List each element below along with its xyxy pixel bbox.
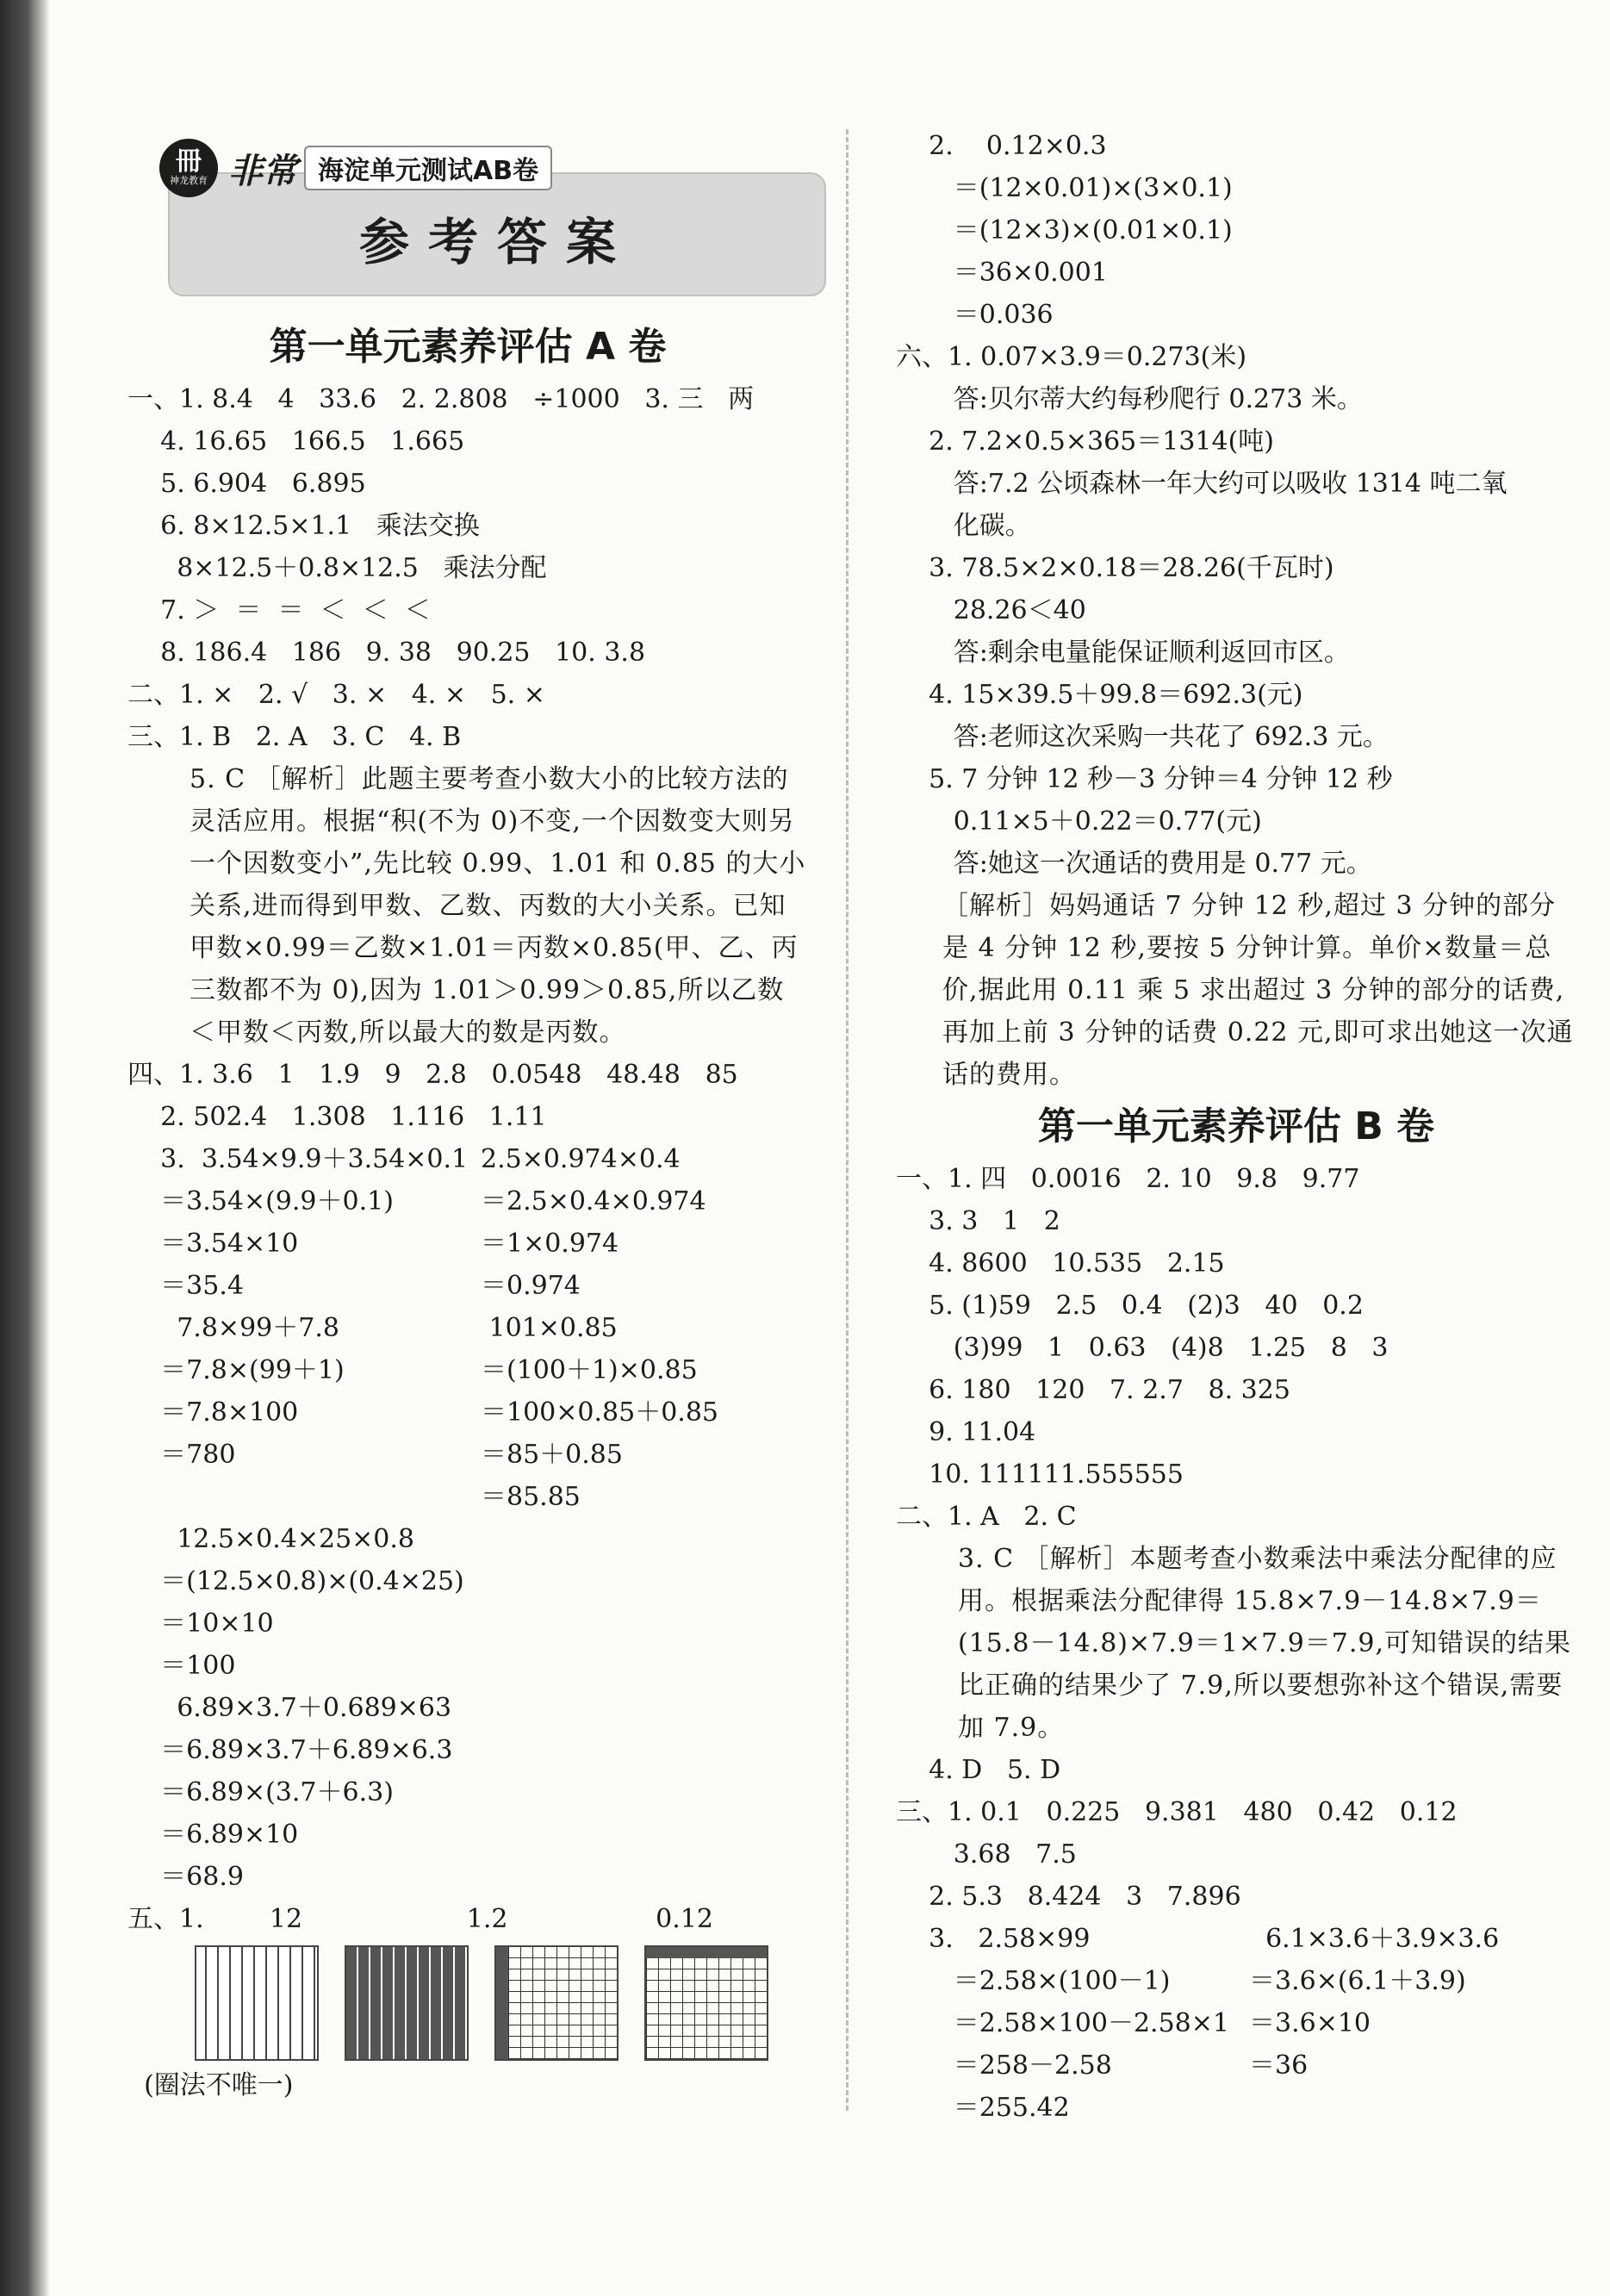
answer-line: ＝0.036 <box>896 300 1054 330</box>
answer-line: ＝36×0.001 <box>896 258 1108 288</box>
answer-line: 2. 7.2×0.5×365＝1314(吨) <box>896 426 1275 457</box>
calc-right: ＝3.6×10 <box>1249 2008 1371 2038</box>
answer-lines-a-cont <box>896 125 1576 885</box>
answer-line: 一、1. 四 0.0016 2. 10 9.8 9.77 <box>896 1164 1360 1194</box>
answer-line: 3. 78.5×2×0.18＝28.26(千瓦时) <box>896 553 1334 583</box>
answer-lines-a <box>127 378 808 758</box>
grid-figure-1-2 <box>345 1945 469 2061</box>
page-title: 参考答案 <box>358 213 635 271</box>
answer-line: 6. 8×12.5×1.1 乘法交换 <box>127 511 480 541</box>
answer-line: 5. 7 分钟 12 秒－3 分钟＝4 分钟 12 秒 <box>896 764 1393 794</box>
calc-right: 101×0.85 <box>481 1313 618 1343</box>
answer-line: ＝(12×3)×(0.01×0.1) <box>896 215 1233 246</box>
calc-pairs-b <box>896 1918 1576 2129</box>
brand-logo-sub: 神龙教育 <box>170 175 208 186</box>
answer-line: 答:剩余电量能保证顺利返回市区。 <box>896 638 1350 668</box>
answer-line: 4. D 5. D <box>896 1755 1061 1785</box>
calc-pairs <box>127 1138 808 1518</box>
answer-line: 8. 186.4 186 9. 38 90.25 10. 3.8 <box>127 638 646 668</box>
answer-line: 5. 6.904 6.895 <box>127 469 366 499</box>
calc-row <box>127 1138 808 1180</box>
calc-left: ＝3.54×10 <box>127 1229 299 1259</box>
answer-line: 28.26＜40 <box>896 595 1086 625</box>
answer-line: 4. 8600 10.535 2.15 <box>896 1248 1225 1279</box>
calc-row <box>127 1349 808 1391</box>
brand-series: 海淀单元测试AB卷 <box>304 146 552 190</box>
calc-right: ＝2.5×0.4×0.974 <box>481 1186 706 1216</box>
calc-left: ＝780 <box>127 1440 236 1470</box>
calc-right: ＝0.974 <box>481 1271 581 1301</box>
answer-line: 答:7.2 公顷森林一年大约可以吸收 1314 吨二氧 <box>896 469 1507 499</box>
answer-line: 8×12.5＋0.8×12.5 乘法分配 <box>127 553 547 583</box>
calc-left: ＝258－2.58 <box>896 2050 1112 2081</box>
calc-left: ＝3.54×(9.9＋0.1) <box>127 1186 394 1216</box>
answer-line: 六、1. 0.07×3.9＝0.273(米) <box>896 342 1247 372</box>
answer-line: 6. 180 120 7. 2.7 8. 325 <box>896 1375 1290 1405</box>
grid-figure-12 <box>195 1945 319 2061</box>
answer-line: 9. 11.04 <box>896 1417 1036 1447</box>
calc-row <box>127 1265 808 1307</box>
analysis-paragraph: 3. C ［解析］本题考查小数乘法中乘法分配律的应用。根据乘法分配律得 15.8×7.9－14.8×7.9＝(15.8－14.8)×7.9＝1×7.9＝7.9,可知错误的结果比正确的结果少了 7.9,所以要想弥补这个错误,需要加 7.9。 <box>958 1544 1572 1743</box>
left-column <box>127 323 808 2106</box>
calc-left: 3. 2.58×99 <box>896 1924 1091 1954</box>
answer-line: 答:老师这次采购一共花了 692.3 元。 <box>896 722 1389 752</box>
calc-left <box>127 1476 481 1518</box>
calc-right: ＝36 <box>1249 2050 1309 2081</box>
calc-row <box>127 1307 808 1349</box>
calc-left: 7.8×99＋7.8 <box>127 1313 339 1343</box>
calc-row <box>127 1476 808 1518</box>
calc-row <box>896 2002 1576 2044</box>
calc-line: ＝6.89×3.7＋6.89×6.3 <box>127 1735 453 1765</box>
answer-line: 7. ＞ ＝ ＝ ＜ ＜ ＜ <box>127 595 431 625</box>
calc-row <box>127 1434 808 1476</box>
answer-line: ＝(12×0.01)×(3×0.1) <box>896 173 1233 203</box>
right-column <box>896 125 1576 2129</box>
section-title-b: 第一单元素养评估 B 卷 <box>1037 1104 1435 1148</box>
calc-line: 12.5×0.4×25×0.8 <box>127 1524 415 1554</box>
calc-right: 2.5×0.974×0.4 <box>481 1144 681 1174</box>
calc-right: ＝(100＋1)×0.85 <box>481 1355 698 1385</box>
answer-line: 2. 502.4 1.308 1.116 1.11 <box>127 1102 547 1132</box>
calc-line: ＝68.9 <box>127 1862 244 1892</box>
answer-line: 5. (1)59 2.5 0.4 (2)3 40 0.2 <box>896 1291 1364 1321</box>
calc-line: ＝10×10 <box>127 1608 274 1639</box>
answer-line: 2. 5.3 8.424 3 7.896 <box>896 1882 1241 1912</box>
answer-line: 二、1. × 2. √ 3. × 4. × 5. × <box>127 680 545 710</box>
answer-line: (3)99 1 0.63 (4)8 1.25 8 3 <box>896 1333 1389 1363</box>
calc-left: ＝7.8×100 <box>127 1397 299 1428</box>
calc-row <box>896 1918 1576 1960</box>
answer-line: 三、1. B 2. A 3. C 4. B <box>127 722 462 752</box>
calc-row <box>896 1960 1576 2002</box>
answer-line: 二、1. A 2. C <box>896 1502 1077 1532</box>
calc-left: ＝255.42 <box>896 2093 1070 2123</box>
section-title-a: 第一单元素养评估 A 卷 <box>269 325 667 369</box>
calc-line: ＝6.89×(3.7＋6.3) <box>127 1777 394 1808</box>
answer-lines-b2 <box>896 1749 1576 1918</box>
answer-lines-b <box>896 1158 1576 1538</box>
calc-right: ＝85.85 <box>481 1482 581 1512</box>
answer-line: 化碳。 <box>896 511 1031 541</box>
brand-bar <box>159 138 552 198</box>
calc-tail <box>127 1518 808 1898</box>
calc-line: ＝(12.5×0.8)×(0.4×25) <box>127 1566 464 1596</box>
brand-logo-icon <box>159 139 218 197</box>
answer-line: 五、1. 12 1.2 0.12 <box>127 1904 713 1934</box>
calc-row <box>896 2087 1576 2129</box>
calc-row <box>127 1391 808 1434</box>
calc-line: 6.89×3.7＋0.689×63 <box>127 1693 452 1723</box>
calc-right: ＝1×0.974 <box>481 1229 619 1259</box>
calc-line: ＝100 <box>127 1651 236 1681</box>
answer-line: 一、1. 8.4 4 33.6 2. 2.808 ÷1000 3. 三 两 <box>127 384 755 414</box>
answer-line: 三、1. 0.1 0.225 9.381 480 0.42 0.12 <box>896 1797 1458 1827</box>
answer-line: 0.11×5＋0.22＝0.77(元) <box>896 806 1262 837</box>
calc-row <box>127 1180 808 1223</box>
answer-line: 答:她这一次通话的费用是 0.77 元。 <box>896 849 1372 879</box>
answer-line: 10. 111111.555555 <box>896 1459 1184 1490</box>
analysis-paragraph: 5. C ［解析］此题主要考查小数大小的比较方法的灵活应用。根据“积(不为 0)不变,一个因数变大则另一个因数变小”,先比较 0.99、1.01 和 0.85 的大小关系,进而得到甲数、乙数、丙数的大小关系。已知甲数×0.99＝乙数×1.01＝丙数×0.85(甲、乙、丙三数都不为 0),因为 1.01＞0.99＞0.85,所以乙数＜甲数＜丙数,所以最大的数是丙数。 <box>190 764 806 1048</box>
calc-right: 6.1×3.6＋3.9×3.6 <box>1249 1924 1500 1954</box>
grid-figure-1-2-alt <box>494 1945 619 2061</box>
answer-line: 2. 0.12×0.3 <box>896 131 1107 161</box>
answer-line: 3. 3 1 2 <box>896 1206 1060 1236</box>
answer-line: 4. 16.65 166.5 1.665 <box>127 426 465 457</box>
calc-left: ＝7.8×(99＋1) <box>127 1355 345 1385</box>
brand-script: 非常 <box>228 150 297 191</box>
grid-figures <box>195 1945 808 2061</box>
calc-left: ＝35.4 <box>127 1271 244 1301</box>
grid-figure-0-12 <box>644 1945 768 2061</box>
brand-logo-glyph: 冊 <box>176 146 202 177</box>
calc-row <box>127 1223 808 1265</box>
calc-right: ＝85＋0.85 <box>481 1440 623 1470</box>
figure-note: (圈法不唯一) <box>127 2070 294 2100</box>
answer-line: 四、1. 3.6 1 1.9 9 2.8 0.0548 48.48 85 <box>127 1060 738 1090</box>
calc-left: ＝2.58×100－2.58×1 <box>896 2008 1229 2038</box>
calc-row <box>896 2044 1576 2087</box>
calc-line: ＝6.89×10 <box>127 1820 299 1850</box>
answer-line: 4. 15×39.5＋99.8＝692.3(元) <box>896 680 1303 710</box>
answer-line: 答:贝尔蒂大约每秒爬行 0.273 米。 <box>896 384 1363 414</box>
column-divider <box>846 129 849 2111</box>
calc-right: ＝100×0.85＋0.85 <box>481 1397 718 1428</box>
analysis-paragraph: ［解析］妈妈通话 7 分钟 12 秒,超过 3 分钟的部分是 4 分钟 12 秒,要按 5 分钟计算。单价×数量＝总价,据此用 0.11 乘 5 求出超过 3 分钟的部分的话费,再加上前 3 分钟的话费 0.22 元,即可求出她这一次通话的费用。 <box>942 891 1574 1090</box>
answer-line: 3.68 7.5 <box>896 1839 1077 1870</box>
book-spine <box>0 0 50 2296</box>
calc-left: ＝2.58×(100－1) <box>896 1966 1171 1996</box>
calc-right: ＝3.6×(6.1＋3.9) <box>1249 1966 1466 1996</box>
calc-left: 3. 3.54×9.9＋3.54×0.1 <box>127 1144 469 1174</box>
